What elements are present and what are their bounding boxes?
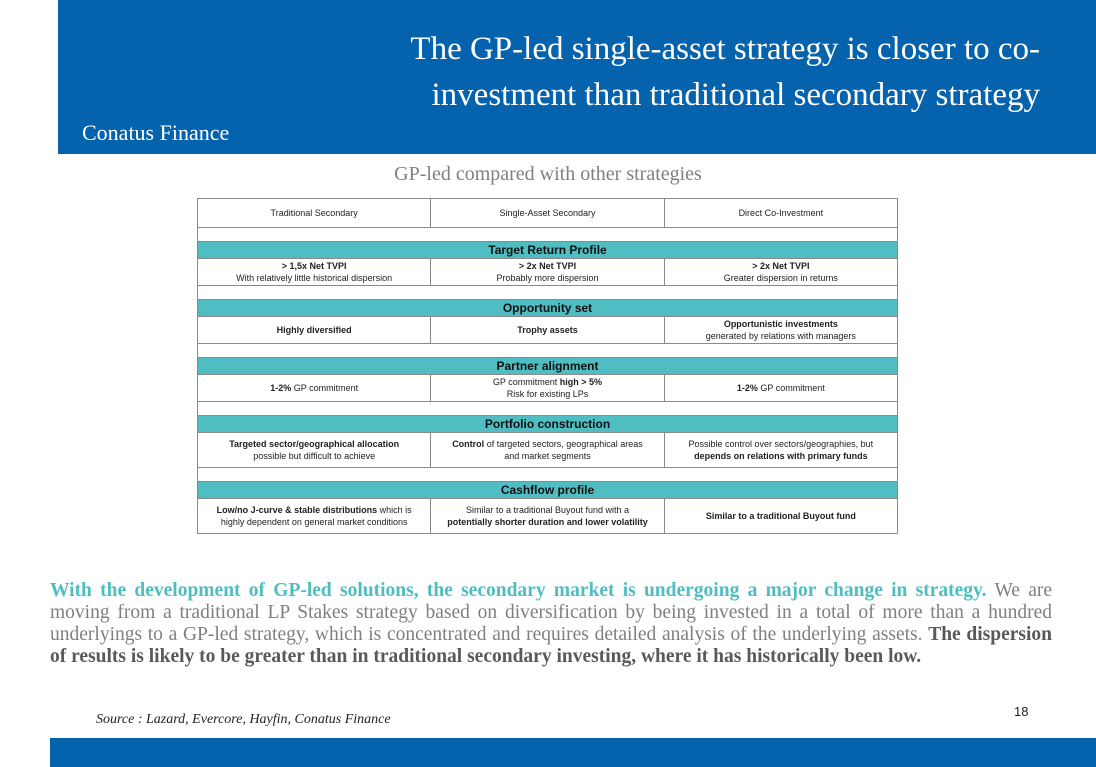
summary-paragraph: [50, 580, 1052, 668]
comparison-table: [197, 198, 898, 534]
section-header-return: [198, 242, 898, 259]
section-title: Portfolio construction: [198, 416, 898, 433]
section-header-cashflow: [198, 482, 898, 499]
table-cell: Possible control over sectors/geographies, but depends on relations with primary funds: [664, 433, 897, 468]
spacer-row: [198, 402, 898, 416]
table-cell: Control of targeted sectors, geographical areas and market segments: [431, 433, 664, 468]
spacer-row: [198, 344, 898, 358]
table-cell: GP commitment high > 5% Risk for existing LPs: [431, 375, 664, 402]
brand-name: Conatus Finance: [82, 120, 230, 145]
section-header-alignment: [198, 358, 898, 375]
table-row: [198, 317, 898, 344]
footer-bar: [50, 738, 1096, 767]
section-title: Partner alignment: [198, 358, 898, 375]
table-row: [198, 433, 898, 468]
summary-conclusion: The dispersion of results is likely to be greater than in traditional secondary investing, where it has historically been low.: [50, 624, 1052, 667]
section-title: Target Return Profile: [198, 242, 898, 259]
table-cell: Trophy assets: [431, 317, 664, 344]
table-row: [198, 499, 898, 534]
title-line-2: investment than traditional secondary strategy: [431, 77, 1040, 113]
source-note: Source : Lazard, Evercore, Hayfin, Conatus Finance: [96, 712, 391, 727]
column-header: Traditional Secondary: [198, 199, 431, 228]
table-cell: Highly diversified: [198, 317, 431, 344]
table-row: [198, 259, 898, 286]
table-header-row: [198, 199, 898, 228]
table-cell: Similar to a traditional Buyout fund with a potentially shorter duration and lower volatility: [431, 499, 664, 534]
table-cell: 1-2% GP commitment: [198, 375, 431, 402]
column-header: Direct Co-Investment: [664, 199, 897, 228]
table-cell: > 1,5x Net TVPI With relatively little historical dispersion: [198, 259, 431, 286]
page-title: [280, 26, 1040, 118]
column-header: Single-Asset Secondary: [431, 199, 664, 228]
spacer-row: [198, 468, 898, 482]
table-cell: > 2x Net TVPI Greater dispersion in returns: [664, 259, 897, 286]
spacer-row: [198, 228, 898, 242]
section-title: Cashflow profile: [198, 482, 898, 499]
page-number: 18: [1014, 704, 1029, 719]
table-cell: Similar to a traditional Buyout fund: [664, 499, 897, 534]
section-header-portfolio: [198, 416, 898, 433]
summary-text: We are moving from a traditional LP Stakes strategy based on diversification by being invested in a total of more than a hundred underlyings to a GP-led strategy, which is concentrated and requires detailed analysis of the underlying assets.: [50, 580, 1053, 645]
table-cell: Opportunistic investments generated by relations with managers: [664, 317, 897, 344]
title-line-1: The GP-led single-asset strategy is closer to co-: [410, 31, 1040, 67]
table-cell: 1-2% GP commitment: [664, 375, 897, 402]
section-title: Opportunity set: [198, 300, 898, 317]
spacer-row: [198, 286, 898, 300]
table-cell: Low/no J-curve & stable distributions which is highly dependent on general market conditions: [198, 499, 431, 534]
table-cell: > 2x Net TVPI Probably more dispersion: [431, 259, 664, 286]
table-row: [198, 375, 898, 402]
table-subtitle: GP-led compared with other strategies: [394, 163, 702, 185]
section-header-opportunity: [198, 300, 898, 317]
table-cell: Targeted sector/geographical allocation possible but difficult to achieve: [198, 433, 431, 468]
summary-lead: With the development of GP-led solutions, the secondary market is undergoing a major change in strategy.: [50, 580, 987, 601]
